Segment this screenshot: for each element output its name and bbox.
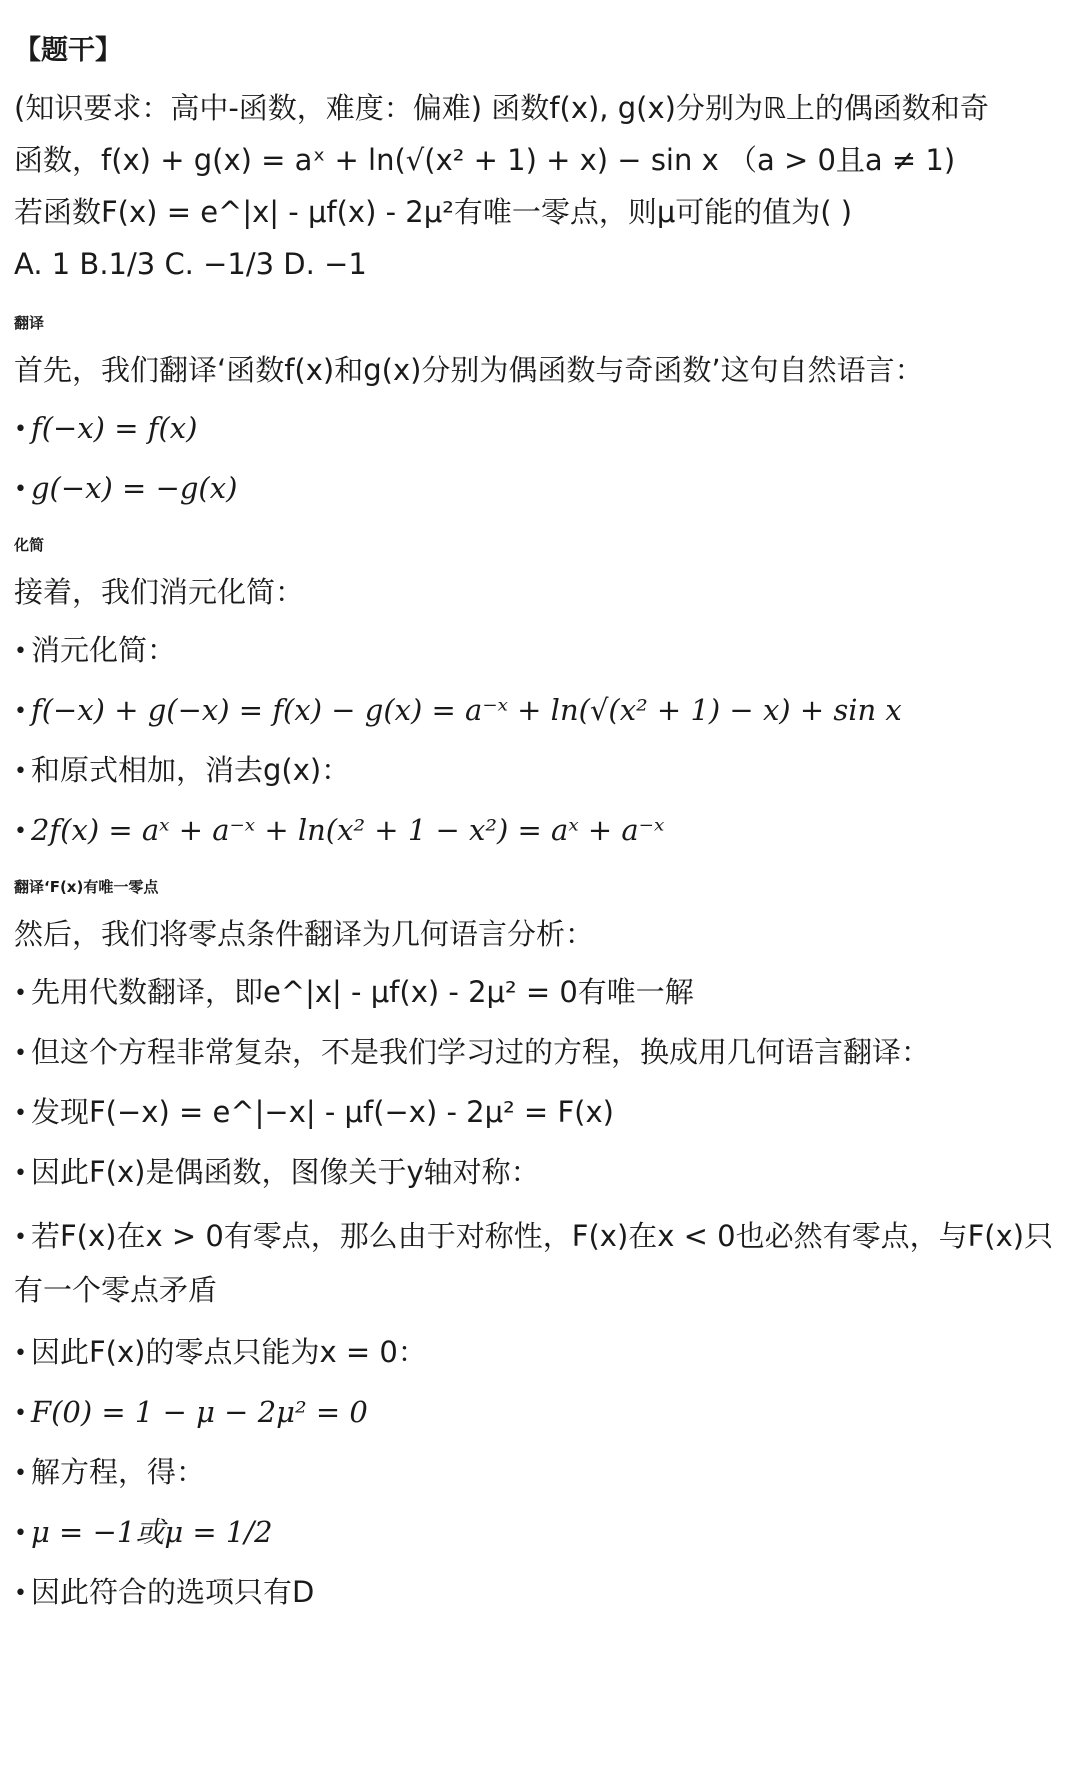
bullet-dot: • [14,981,27,1006]
section-label-translate: 翻译 [14,314,45,332]
bullet-dot: • [14,639,27,664]
question-line-2: 函数，f(x) + g(x) = aˣ + ln(√(x² + 1) + x) − sin x （a > 0且a ≠ 1) [14,143,956,177]
bullet-item: • F(0) = 1 − μ − 2μ² = 0 [14,1395,368,1429]
bullet-item: • 若F(x)在x > 0有零点，那么由于对称性，F(x)在x < 0也必然有零点，与F(x)只有一个零点矛盾 [14,1219,1054,1307]
question-heading: 【题干】 [14,35,122,66]
bullet-dot: • [14,759,27,784]
bullet-dot: • [14,1161,27,1186]
bullet-item: • μ = −1或μ = 1/2 [14,1515,273,1549]
bullet-dot: • [14,477,27,502]
bullet-dot: • [14,1041,27,1066]
bullet-dot: • [14,1461,27,1486]
question-line-1: (知识要求：高中-函数，难度：偏难) 函数f(x), g(x)分别为ℝ上的偶函数和奇 [14,91,989,125]
bullet-dot: • [14,1521,27,1546]
section-label-zero-point: 翻译‘F(x)有唯一零点 [14,878,159,896]
bullet-item: • f(−x) + g(−x) = f(x) − g(x) = a⁻ˣ + ln(√(x² + 1) − x) + sin x [14,693,902,727]
bullet-dot: • [14,1225,27,1250]
section-intro-translate: 首先，我们翻译‘函数f(x)和g(x)分别为偶函数与奇函数’这句自然语言： [14,353,924,387]
bullet-dot: • [14,417,27,442]
bullet-item: • 消元化简： [14,633,176,667]
bullet-dot: • [14,1401,27,1426]
section-label-simplify: 化简 [14,536,45,554]
bullet-item: • 因此F(x)是偶函数，图像关于y轴对称： [14,1155,540,1189]
bullet-item: • 先用代数翻译，即e^|x| - μf(x) - 2μ² = 0有唯一解 [14,975,694,1009]
bullet-dot: • [14,1581,27,1606]
bullet-dot: • [14,1101,27,1126]
bullet-item: • 解方程，得： [14,1455,205,1489]
bullet-item: • 因此符合的选项只有D [14,1575,315,1609]
document [14,30,1064,1616]
bullet-item: • 因此F(x)的零点只能为x = 0： [14,1335,427,1369]
section-intro-zero-point: 然后，我们将零点条件翻译为几何语言分析： [14,917,595,951]
bullet-item: • 和原式相加，消去g(x)： [14,753,351,787]
bullet-item: • 但这个方程非常复杂，不是我们学习过的方程，换成用几何语言翻译： [14,1035,930,1069]
question-line-3: 若函数F(x) = e^|x| - μf(x) - 2μ²有唯一零点，则μ可能的值为( ) [14,195,853,229]
bullet-item: • 发现F(−x) = e^|−x| - μf(−x) - 2μ² = F(x) [14,1095,614,1129]
bullet-item: • g(−x) = −g(x) [14,471,238,505]
bullet-dot: • [14,819,27,844]
section-intro-simplify: 接着，我们消元化简： [14,575,305,609]
bullet-dot: • [14,1341,27,1366]
bullet-item: • 2f(x) = aˣ + a⁻ˣ + ln(x² + 1 − x²) = aˣ + a⁻ˣ [14,813,665,847]
bullet-dot: • [14,699,27,724]
bullet-item: • f(−x) = f(x) [14,411,198,445]
question-options: A. 1 B.1/3 C. −1/3 D. −1 [14,247,367,281]
